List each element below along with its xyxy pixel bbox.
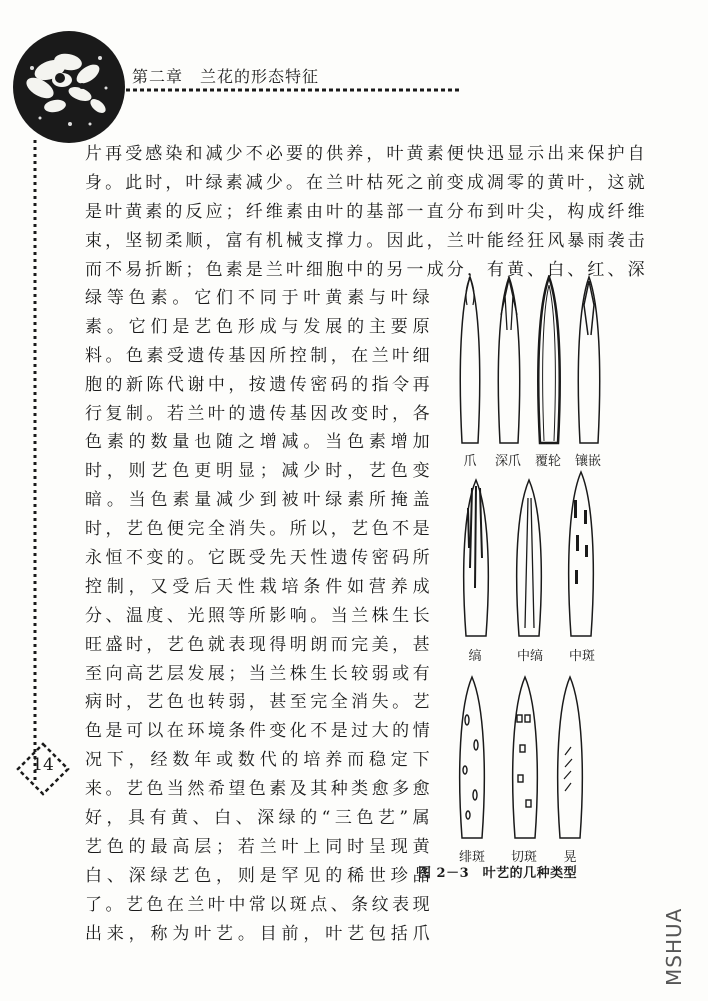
leaf-edged-drawing xyxy=(534,275,564,445)
text-line: 束，坚韧柔顺，富有机械支撑力。因此，兰叶能经狂风暴雨袭击 xyxy=(85,230,645,251)
leaf-shimmer-drawing xyxy=(553,675,587,840)
text-line: 永恒不变的。它既受先天性遗传密码所 xyxy=(85,548,430,569)
chapter-title: 第二章 兰花的形态特征 xyxy=(132,67,320,86)
text-line: 素。它们是艺色形成与发展的主要原 xyxy=(85,316,430,337)
body-text-full xyxy=(85,140,645,284)
leaf-label: 镶嵌 xyxy=(574,454,601,469)
text-line: 料。色素受遗传基因所控制，在兰叶细 xyxy=(85,345,430,366)
leaf-label: 中缟 xyxy=(516,649,543,664)
leaf-cut-spot-drawing xyxy=(508,675,542,840)
leaf-label: 爪 xyxy=(463,454,477,469)
leaf-label: 晃 xyxy=(563,850,577,865)
leaf-deep-claw-drawing xyxy=(493,275,525,445)
text-line: 病时，艺色也转弱，甚至完全消失。艺 xyxy=(85,692,430,713)
text-line: 旺盛时，艺色就表现得明朗而完美，甚 xyxy=(85,634,430,655)
text-line: 暗。当色素量减少到被叶绿素所掩盖 xyxy=(85,490,430,511)
text-line: 至向高艺层发展；当兰株生长较弱或有 xyxy=(85,663,430,684)
leaf-label: 绯斑 xyxy=(458,850,485,865)
leaf-center-striped-drawing xyxy=(512,478,546,638)
leaf-label: 缟 xyxy=(468,649,482,664)
text-line: 片再受感染和减少不必要的供养，叶黄素便快迅显示出来保护自 xyxy=(85,144,645,164)
text-line: 控制，又受后天性栽培条件如营养成 xyxy=(85,576,430,597)
figure-caption: 图 2－3 叶艺的几种类型 xyxy=(418,866,578,881)
leaf-label: 中斑 xyxy=(568,649,595,664)
text-line: 色是可以在环境条件变化不是过大的情 xyxy=(85,721,430,742)
text-line: 是叶黄素的反应；纤维素由叶的基部一直分布到叶尖，构成纤维 xyxy=(85,201,645,222)
flower-ornament-icon xyxy=(10,28,128,146)
leaf-label: 覆轮 xyxy=(534,454,561,469)
text-line: 分、温度、光照等所影响。当兰株生长 xyxy=(85,605,430,626)
text-line: 好，具有黄、白、深绿的“三色艺”属 xyxy=(85,808,430,829)
margin-dotted-line xyxy=(30,140,40,780)
leaf-scattered-spot-drawing xyxy=(455,675,489,840)
text-line: 而不易折断；色素是兰叶细胞中的另一成分，有黄、白、红、深 xyxy=(85,259,645,280)
leaf-label: 深爪 xyxy=(494,454,521,469)
text-line: 时，艺色便完全消失。所以，艺色不是 xyxy=(85,519,430,540)
text-line: 艺色的最高层；若兰叶上同时呈现黄 xyxy=(85,836,430,857)
leaf-striped-drawing xyxy=(458,478,494,638)
leaf-claw-drawing xyxy=(455,275,485,445)
leaf-label: 切斑 xyxy=(510,850,537,865)
page-number: 14 xyxy=(32,755,54,775)
text-line: 来。艺色当然希望色素及其种类愈多愈 xyxy=(85,779,430,800)
text-line: 色素的数量也随之增减。当色素增加 xyxy=(85,432,430,453)
text-line: 出来，称为叶艺。目前，叶艺包括爪 xyxy=(85,923,430,944)
text-line: 绿等色素。它们不同于叶黄素与叶绿 xyxy=(85,288,430,308)
text-line: 身。此时，叶绿素减少。在兰叶枯死之前变成凋零的黄叶，这就 xyxy=(85,172,645,193)
leaf-center-spotted-drawing xyxy=(564,470,598,638)
text-line: 胞的新陈代谢中，按遗传密码的指令再 xyxy=(85,374,430,395)
text-line: 行复制。若兰叶的遗传基因改变时，各 xyxy=(85,403,430,424)
leaf-inlaid-drawing xyxy=(574,275,604,445)
text-line: 了。艺色在兰叶中常以斑点、条纹表现 xyxy=(85,894,430,915)
watermark: MSHUA xyxy=(662,907,686,986)
text-line: 时，则艺色更明显；减少时，艺色变 xyxy=(85,461,430,482)
text-line: 白、深绿艺色，则是罕见的稀世珍品 xyxy=(85,865,430,886)
body-text-narrow xyxy=(85,284,430,948)
header-dotted-rule xyxy=(112,86,462,94)
text-line: 况下，经数年或数代的培养而稳定下 xyxy=(85,750,430,771)
